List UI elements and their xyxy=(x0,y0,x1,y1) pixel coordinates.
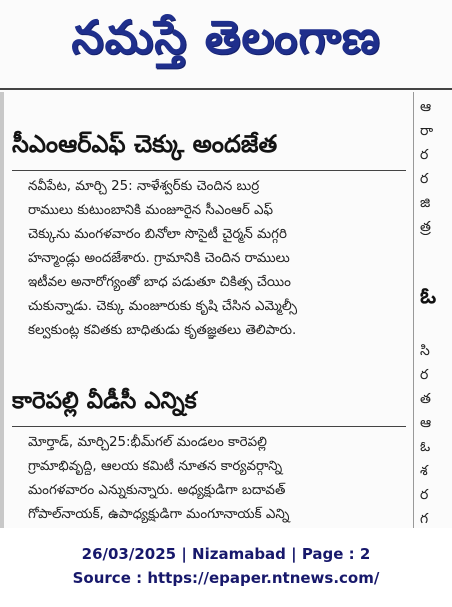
article-1-text-line: కల్వకుంట్ల కవితకు బాధితుడు కృతజ్ఞతలు తెలిపారు. xyxy=(28,323,297,338)
article-1-text-line: హన్మాండ్లు అందజేశారు. గ్రామానికి చెందిన రాములు xyxy=(28,251,290,266)
adjacent-column-line: రా xyxy=(420,123,434,139)
article-1-text-line: చెక్కును మంగళవారం బినోలా సొసైటీ చైర్మన్ మగ్గరి xyxy=(28,227,287,242)
adjacent-column-line: ర xyxy=(420,487,429,503)
article-1-headline: సీఎంఆర్ఎఫ్ చెక్కు అందజేత xyxy=(12,130,278,158)
adjacent-column-line: ఆ xyxy=(420,415,432,431)
article-2-text-line: మంగళవారం ఎన్నుకున్నారు. అధ్యక్షుడిగా బదావత్ xyxy=(28,483,286,498)
adjacent-column-line: ర xyxy=(420,367,429,383)
adjacent-column-fragment xyxy=(420,92,452,528)
adjacent-column-line: సి xyxy=(420,343,430,359)
adjacent-column-line: గ xyxy=(420,511,429,527)
adjacent-column-line: ఓ xyxy=(420,439,431,455)
column-divider xyxy=(413,92,414,528)
adjacent-column-line: ర xyxy=(420,147,429,163)
article-1-text-line: నవీపేట, మార్చి 25: నాళేశ్వర్‌కు చెందిన బుర్ర xyxy=(28,179,260,194)
masthead-logo: నమస్తే తెలంగాణ xyxy=(71,10,381,64)
article-1-text-line: రాములు కుటుంబానికి మంజూరైన సీఎంఆర్ ఎఫ్ xyxy=(28,203,274,218)
article-2-text-line: గోపాల్‌నాయక్, ఉపాధ్యక్షుడిగా మంగూనాయక్ ఎన్ని xyxy=(28,507,290,522)
adjacent-column-heading: ఓ xyxy=(420,284,437,309)
article-1-text-line: చుకున్నాడు. చెక్కు మంజూరుకు కృషి చేసిన ఎమ్మెల్సీ xyxy=(28,299,298,314)
adjacent-column-line: జి xyxy=(420,195,431,211)
article-2-text-line: గ్రామాభివృద్ధి, ఆలయ కమిటీ నూతన కార్యవర్గాన్ని xyxy=(28,459,283,474)
footer-source-link[interactable]: Source : https://epaper.ntnews.com/ xyxy=(72,569,380,587)
article-2-headline: కారెపల్లి వీడీసీ ఎన్నిక xyxy=(12,388,197,414)
article-2-text-line: మోర్తాడ్, మార్చి25:భీమ్‌గల్ మండలం కారెపల్లి xyxy=(28,435,267,450)
masthead-divider xyxy=(0,88,452,90)
article-1-rule xyxy=(12,170,406,171)
left-margin-bar xyxy=(0,92,4,528)
adjacent-column-line: శ xyxy=(420,463,428,479)
footer-date-edition: 26/03/2025 | Nizamabad | Page : 2 xyxy=(81,545,371,563)
adjacent-column-line: త xyxy=(420,391,431,407)
adjacent-column-line: ర xyxy=(420,171,429,187)
article-1-text-line: ఇటీవల అనారోగ్యంతో బాధ పడుతూ చికిత్స చేయిం xyxy=(28,275,291,290)
adjacent-column-line: త్ర xyxy=(420,219,431,235)
adjacent-column-line: ఆ xyxy=(420,99,432,115)
article-2-rule xyxy=(12,426,406,427)
